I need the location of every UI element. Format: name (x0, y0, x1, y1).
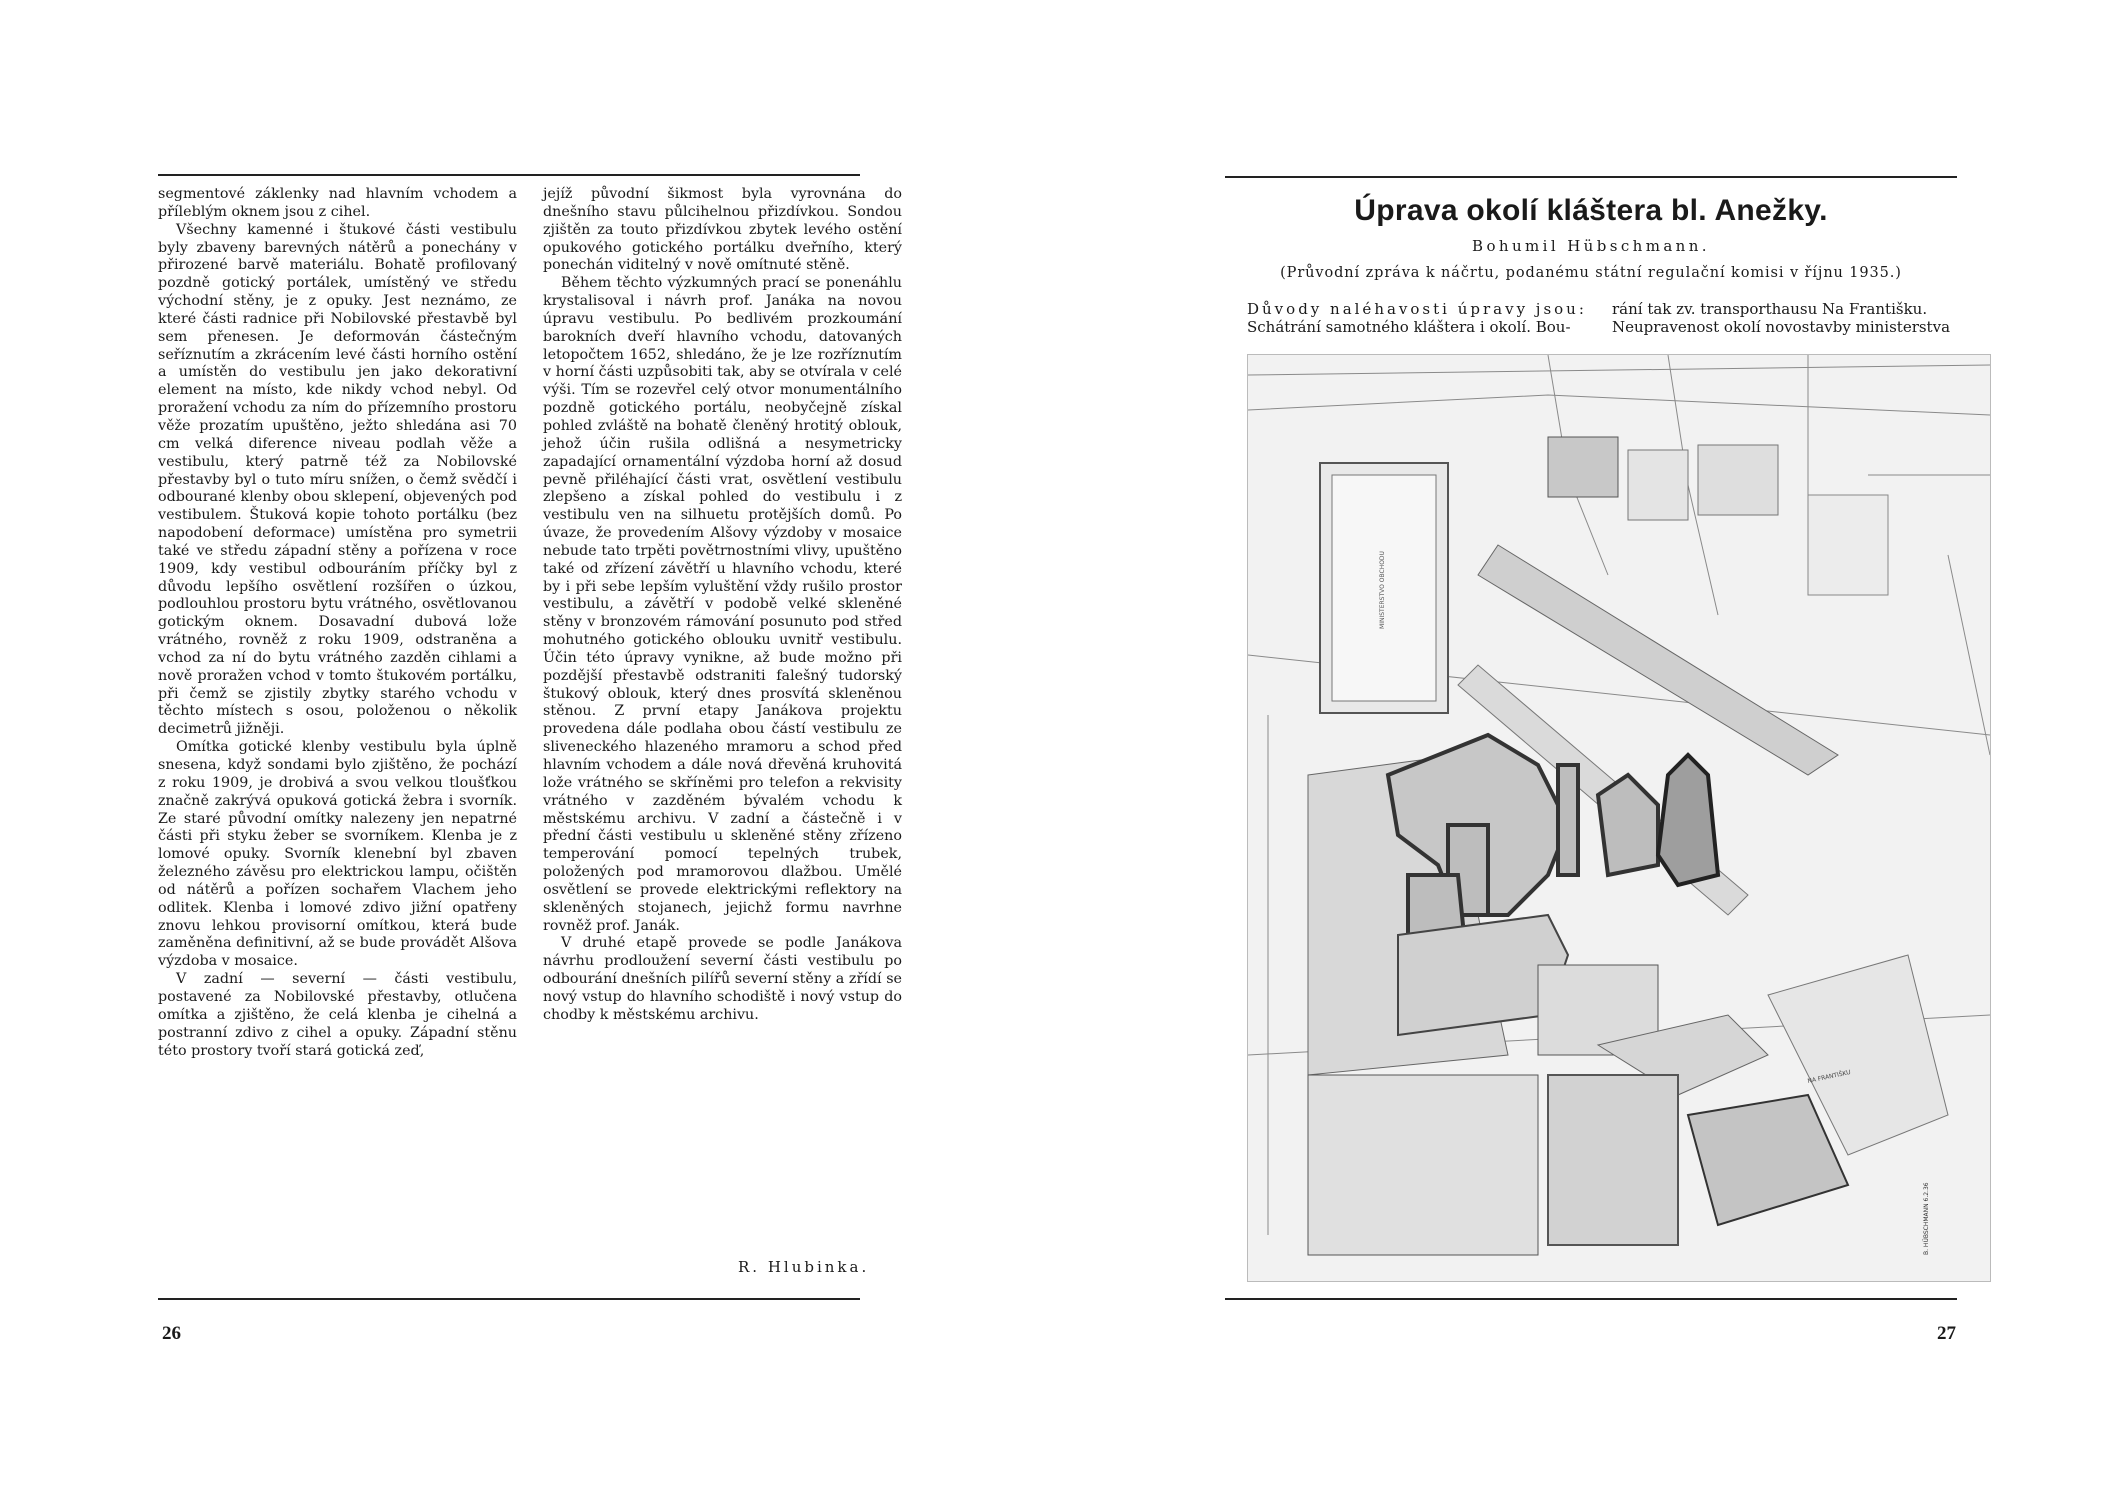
article-signature: R. Hlubinka. (738, 1258, 870, 1276)
paragraph: jejíž původní šikmost byla vyrovnána do dnešního stavu půlcihelnou přizdívkou. Sondou zjištěn za touto přizdívkou zbytek levého ostění opukového gotického portálku dveřního, který ponechán viditelný v nově omítnuté stěně. (543, 186, 902, 274)
text-column-2 (543, 186, 902, 1025)
map-credit: B. HÜBSCHMANN 6.2.36 (1923, 1182, 1930, 1255)
paragraph: Omítka gotické klenby vestibulu byla úplně snesena, když sondami bylo zjištěno, že pochází z roku 1909, je drobivá a svou velkou tloušťkou značně zakrývá opuková gotická žebra i svorník. Ze staré původní omítky nalezeny jen nepatrné části při styku žeber se svorníkem. Klenba je z lomové opuky. Svorník klenební byl zbaven železného závěsu pro elektrickou lampu, očištěn od nátěrů a pořízen sochařem Vlachem jeho odlitek. Klenba i lomové zdivo jižní opatřeny znovu lehkou provisorní omítkou, která bude zaměněna definitivní, až se bude provádět Alšova výzdoba v mosaice. (158, 739, 517, 970)
site-plan-map (1247, 354, 1991, 1282)
site-plan-drawing (1248, 355, 1990, 1281)
intro-line: Schátrání samotného kláštera i okolí. Bou- (1247, 318, 1571, 336)
intro-line (1247, 300, 1597, 318)
page-number: 27 (1937, 1323, 1956, 1344)
map-label-ministry: MINISTERSTVO OBCHODU (1379, 551, 1386, 629)
spaced-lead: Důvody naléhavosti úpravy jsou: (1247, 300, 1587, 318)
top-rule (158, 174, 860, 176)
paragraph: V zadní — severní — části vestibulu, postavené za Nobilovské přestavby, otlučena omítka a zjištěno, že celá klenba je cihelná a postranní zdivo z cihel a opuky. Západní stěnu této prostory tvoří stará gotická zeď, (158, 971, 517, 1059)
page-number: 26 (162, 1323, 181, 1344)
paragraph: Všechny kamenné i štukové části vestibulu byly zbaveny barevných nátěrů a ponechány v přirozené barvě materiálu. Bohatě profilovaný pozdně gotický portálek, umístěný ve středu východní stěny, je z opuky. Jest neznámo, ze které části radnice při Nobilovské přestavbě byl sem přenesen. Je deformován částečným seříznutím a zkrácením levé části horního ostění a umístěn do vestibulu jen jako dekorativní element na místo, kde nikdy vchod nebyl. Od proražení vchodu za ním do přízemního prostoru věže prozatím upuštěno, ježto shledána asi 70 cm velká diference niveau podlah věže a vestibulu, který patrně též za Nobilovské přestavby byl o tuto míru snížen, o čemž svědčí i odbourané klenby obou sklepení, objevených pod vestibulem. Štuková kopie tohoto portálku (bez napodobení deformace) umístěna pro symetrii také ve středu západní stěny a pořízena v roce 1909, kdy vestibul odbouráním příčky byl z důvodu lepšího osvětlení rozšířen o úzkou, podlouhlou prostoru bytu vrátného, osvětlovanou gotickým oknem. Dosavadní dubová lože vrátného, rovněž z roku 1909, odstraněna a vchod za ní do bytu vrátného zazděn cihlami a nově proražen vchod v tomto štukovém portálku, při čemž se zjistily zbytky starého vchodu v těchto místech s osou, položenou o několik decimetrů jižněji. (158, 221, 517, 738)
article-author: Bohumil Hübschmann. (1472, 237, 1710, 255)
paragraph: V druhé etapě provede se podle Janákova návrhu prodloužení severní části vestibulu po odbourání dnešních pilířů severní stěny a zřídí se nový vstup do hlavního schodiště i nový vstup do chodby k městskému archivu. (543, 935, 902, 1023)
text-column-1 (158, 186, 517, 1060)
intro-line: Neupravenost okolí novostavby ministerstva (1612, 318, 1951, 336)
article-title: Úprava okolí kláštera bl. Anežky. (1354, 194, 1828, 227)
paragraph: Během těchto výzkumných prací se ponenáhlu krystalisoval i návrh prof. Janáka na novou úpravu vestibulu. Po bedlivém prozkoumání barokních dveří hlavního vchodu, datovaných letopočtem 1652, shledáno, že je lze rozříznutím v horní části uzpůsobiti tak, aby se otvírala v celé výši. Tím se rozevřel celý otvor monumentálního pozdně gotického portálu, neobyčejně získal pohled zvláště na bohatě členěný hrotitý oblouk, jehož účin rušila odlišná a nesymetricky zapadající ornamentální výzdoba horní až dosud pevně přiléhající části vrat, osvětlení vestibulu zlepšeno a získal pohled do vestibulu i z vestibulu ven na silhuetu protějších domů. Po úvaze, že provedením Alšovy výzdoby v mosaice nebude tato trpěti povětrnostními vlivy, upuštěno také od zřízení závětří u hlavního vchodu, které by i při sebe lepším vyluštění vždy rušilo prostor vestibulu, a závětří v podobě velké skleněné stěny v bronzovém rámování posunuto pod střed mohutného gotického oblouku uvnitř vestibulu. Účin této úpravy vynikne, až bude možno při pozdější přestavbě odstraniti falešný tudorský štukový oblouk, který dnes prosvítá skleněnou stěnou. Z první etapy Janákova projektu provedena dále podlaha obou částí vestibulu ze sliveneckého hlazeného mramoru a schod před hlavním vchodem a dále nová dřevěná kruhovitá lože vrátného se skříněmi pro telefon a rekvisity vrátného v zazděném bývalém vchodu k městskému archivu. V zadní a částečně i v přední části vestibulu u skleněné stěny zřízeno temperování pomocí tepelných trubek, položených pod mramorovou dlažbou. Umělé osvětlení se provede elektrickými reflektory na skleněných stojanech, jejichž formu navrhne rovněž prof. Janák. (543, 275, 902, 934)
paragraph: segmentové záklenky nad hlavním vchodem a příleblým oknem jsou z cihel. (158, 186, 517, 220)
top-rule (1225, 176, 1957, 178)
bottom-rule (158, 1298, 860, 1300)
intro-line: rání tak zv. transporthausu Na Františku. (1612, 300, 1928, 318)
map-label-street: NA FRANTIŠKU (1806, 1068, 1852, 1085)
bottom-rule (1225, 1298, 1957, 1300)
article-subtitle: (Průvodní zpráva k náčrtu, podanému státní regulační komisi v říjnu 1935.) (1280, 265, 1902, 281)
intro-column-1 (1247, 300, 1597, 336)
intro-column-2 (1612, 300, 1957, 336)
